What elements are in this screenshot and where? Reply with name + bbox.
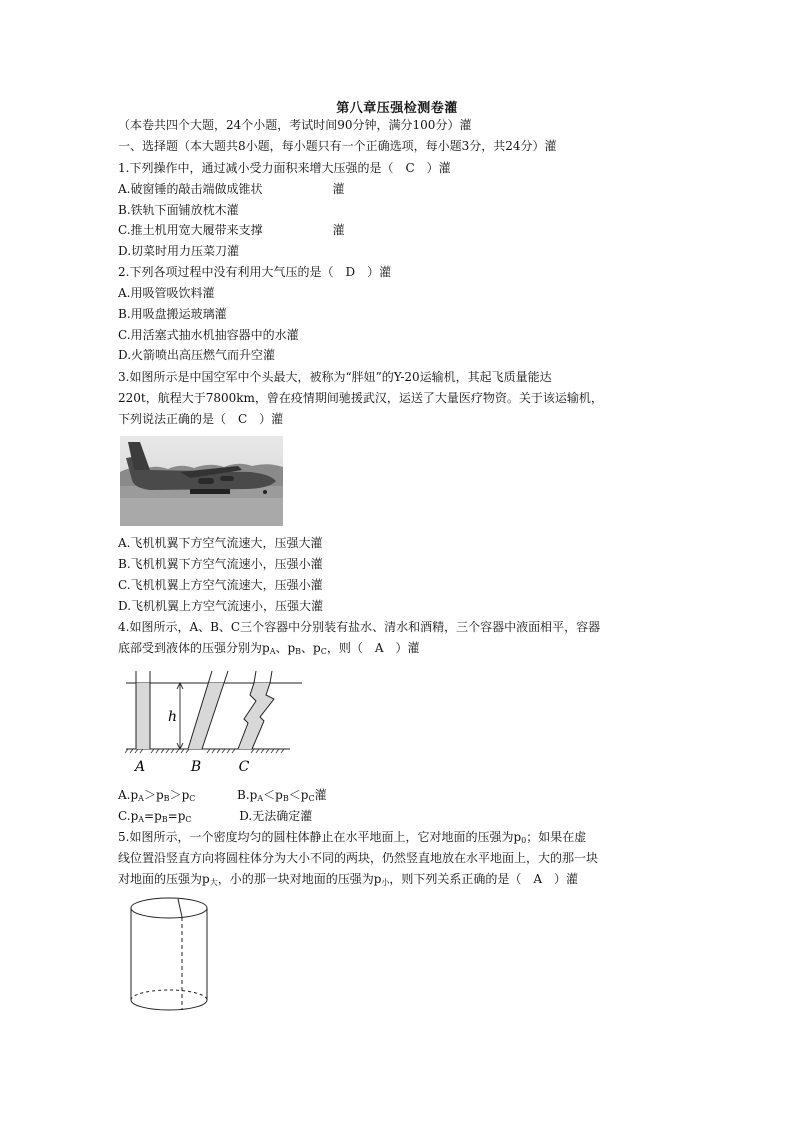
stem-text: ，小的那一块对地面的压强为p xyxy=(217,872,382,886)
container-c-label: C xyxy=(238,759,250,775)
subscript: A xyxy=(138,815,145,824)
question-3-stem-line2: 220t，航程大于7800km，曾在疫情期间驰援武汉，运送了大量医疗物资。关于该运输机， xyxy=(118,391,603,405)
symbol: ＞ xyxy=(143,788,156,802)
stem-text: ，则下列关系正确的是（ A ）灌 xyxy=(389,872,579,886)
option-text: A.破窗锤的敲击端做成锥状 xyxy=(118,182,263,196)
stem-text: 对地面的压强为p xyxy=(118,872,210,886)
subscript: C xyxy=(185,815,192,824)
page-title: 第八章压强检测卷灌 xyxy=(336,101,458,116)
question-4-options-row2 xyxy=(118,808,312,828)
cylinder-diagram xyxy=(126,894,212,1016)
subscript: C xyxy=(320,647,327,656)
subscript: A xyxy=(257,794,264,803)
question-3-stem-line3: 下列说法正确的是（ C ）灌 xyxy=(118,412,284,426)
question-4-stem-line1: 4.如图所示，A、B、C三个容器中分别装有盐水、清水和酒精，三个容器中液面相平，容器 xyxy=(118,620,601,634)
container-a-label: A xyxy=(134,759,146,775)
subscript: 0 xyxy=(521,836,527,845)
question-1-stem: 1.下列操作中，通过减小受力面积来增大压强的是（ C ）灌 xyxy=(118,161,451,175)
question-2-option-a: A.用吸管吸饮料灌 xyxy=(118,286,215,300)
question-2-option-c: C.用活塞式抽水机抽容器中的水灌 xyxy=(118,328,299,342)
stem-text: ；如果在虚 xyxy=(526,830,587,844)
question-4-option-d: D.无法确定灌 xyxy=(239,809,313,823)
subscript: C xyxy=(189,794,196,803)
question-1-option-b: B.铁轨下面铺放枕木灌 xyxy=(118,203,239,217)
question-4-options-row1 xyxy=(118,787,327,807)
question-4-option-b: $B.p_A<p_B<p_C$灌 xyxy=(237,788,327,803)
option-mark: 灌 xyxy=(332,182,345,196)
height-label: h xyxy=(167,709,177,725)
subscript: B xyxy=(163,794,170,803)
question-2-option-b: B.用吸盘搬运玻璃灌 xyxy=(118,307,227,321)
question-3-stem-line1: 3.如图所示是中国空军中个头最大，被称为“胖妞”的Y-20运输机，其起飞质量能达 xyxy=(118,370,552,384)
question-5-stem-line3 xyxy=(118,871,578,891)
stem-text: 5.如图所示，一个密度均匀的圆柱体静止在水平地面上，它对地面的压强为p xyxy=(118,830,522,844)
container-b-label: B xyxy=(190,759,202,775)
stem-text: ，则（ A ）灌 xyxy=(326,641,420,655)
option-mark: 灌 xyxy=(332,223,345,237)
airplane-photo xyxy=(120,436,283,526)
option-text: C.推土机用宽大履带来支撑 xyxy=(118,223,263,237)
question-4-stem-line2: 底部受到液体的压强分别为$p_A$、$p_B$、$p_C$，则（ A ）灌 xyxy=(118,641,420,656)
symbol: = xyxy=(144,809,155,823)
question-1-option-a xyxy=(118,181,345,197)
subscript: C xyxy=(308,794,315,803)
three-containers-diagram xyxy=(120,665,310,775)
subscript: 大 xyxy=(209,878,218,887)
subscript: A xyxy=(269,647,276,656)
question-3-option-c: C.飞机机翼上方空气流速大，压强小灌 xyxy=(118,578,323,592)
subscript: 小 xyxy=(381,878,390,887)
symbol: = xyxy=(167,809,178,823)
symbol: ＜ xyxy=(263,788,276,802)
symbol: ＞ xyxy=(169,788,182,802)
question-5-stem-line2: 线位置沿竖直方向将圆柱体分为大小不同的两块，仍然竖直地放在水平地面上，大的那一块 xyxy=(118,851,599,865)
question-4-option-a: $A.p_A>p_B>p_C$ xyxy=(118,788,196,803)
subscript: B xyxy=(282,794,289,803)
question-1-option-d: D.切菜时用力压菜刀灌 xyxy=(118,244,240,258)
question-2-option-d: D.火箭喷出高压燃气而升空灌 xyxy=(118,348,276,362)
question-3-option-d: D.飞机机翼上方空气流速小，压强大灌 xyxy=(118,599,324,613)
option-mark: 灌 xyxy=(314,788,327,802)
question-4-option-c: $C.p_A=p_B=p_C$ xyxy=(118,809,192,824)
subscript: B xyxy=(295,647,302,656)
stem-text: 底部受到液体的压强分别为p xyxy=(118,641,270,655)
option-text: C.p xyxy=(118,809,139,823)
subscript: A xyxy=(138,794,144,803)
question-3-option-a: A.飞机机翼下方空气流速大，压强大灌 xyxy=(118,536,323,550)
option-text: A.p xyxy=(118,788,139,802)
question-3-option-b: B.飞机机翼下方空气流速小，压强小灌 xyxy=(118,557,323,571)
symbol: ＜ xyxy=(288,788,301,802)
section-heading: 一、选择题（本大题共8小题，每小题只有一个正确选项，每小题3分，共24分）灌 xyxy=(118,139,557,153)
exam-intro: （本卷共四个大题，24个小题，考试时间90分钟，满分100分）灌 xyxy=(118,118,472,132)
question-2-stem: 2.下列各项过程中没有利用大气压的是（ D ）灌 xyxy=(118,265,392,279)
subscript: B xyxy=(161,815,168,824)
question-1-option-c xyxy=(118,222,345,238)
question-5-stem-line1 xyxy=(118,829,586,849)
option-text: B.p xyxy=(237,788,258,802)
